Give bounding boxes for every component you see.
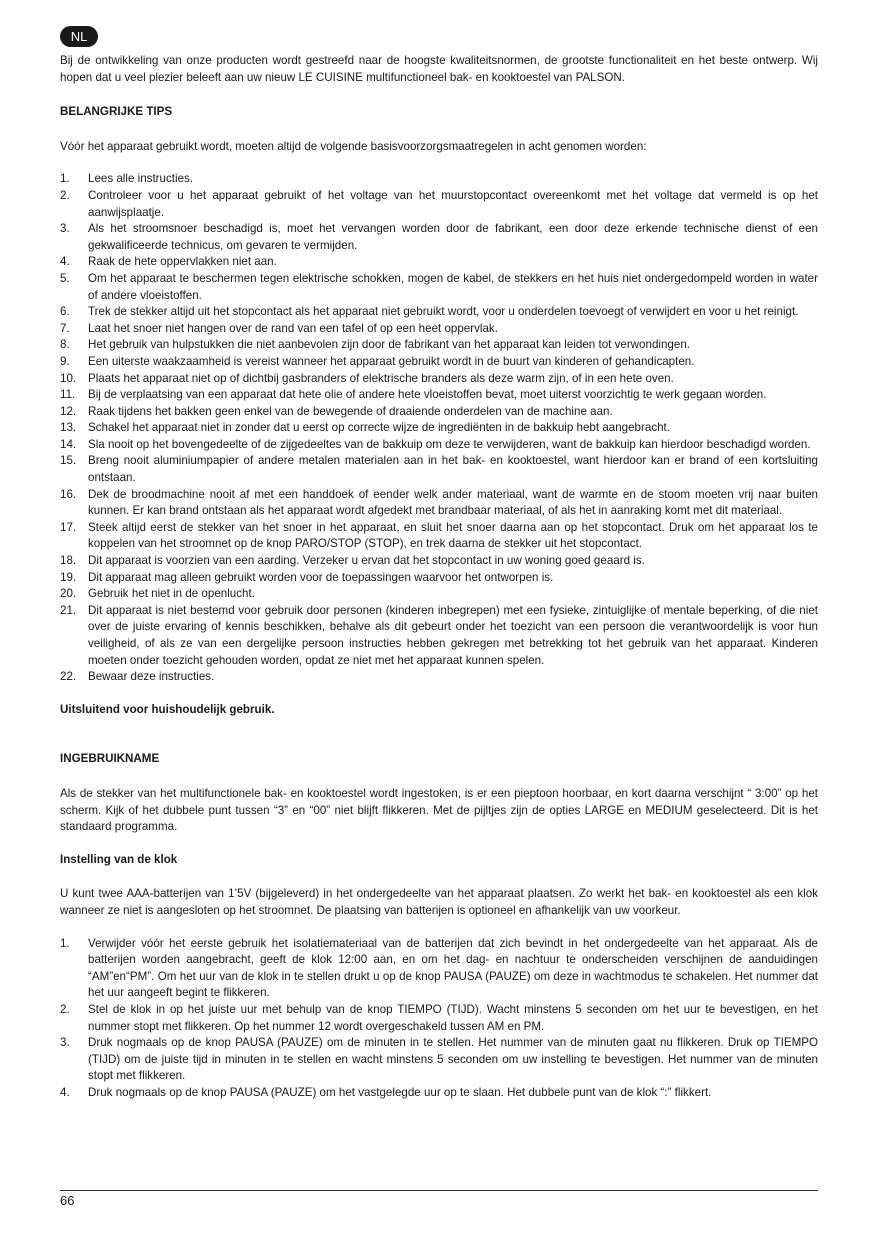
list-item-text: Verwijder vóór het eerste gebruik het isolatiemateriaal van de batterijen dat zich bevindt in het ondergedeelte van het apparaat. Als de batterijen worden aangebracht, geeft de klok 12:00 aan, en om het dag- en nachtuur te onderscheiden verschijnen de aanduidingen “AM”en“PM”. Om het uur van de klok in te stellen drukt u op de knop PAUSA (PAUZE) om deze in wachtmodus te schakelen. Het nummer dat het uur aangeeft begint te flikkeren. [88, 936, 818, 1000]
footer-rule [60, 1190, 818, 1191]
list-item [60, 254, 818, 271]
list-item-text: Het gebruik van hulpstukken die niet aanbevolen zijn door de fabrikant van het apparaat kan leiden tot verwondingen. [88, 338, 690, 352]
list-item [60, 487, 818, 520]
list-item [60, 586, 818, 603]
list-item-text: Laat het snoer niet hangen over de rand van een tafel of op een heet oppervlak. [88, 321, 498, 335]
list-item-text: Bewaar deze instructies. [88, 670, 215, 684]
start-heading: INGEBRUIKNAME [60, 752, 160, 766]
list-item-number: 17. [60, 520, 77, 534]
tips-list [60, 171, 818, 685]
clock-heading: Instelling van de klok [60, 852, 178, 866]
list-item-number: 3. [60, 1036, 70, 1050]
list-item-number: 11. [60, 388, 76, 402]
list-item-number: 12. [60, 404, 77, 418]
language-badge: NL [60, 26, 98, 47]
list-item [60, 1002, 818, 1035]
list-item-text: Raak tijdens het bakken geen enkel van de bewegende of draaiende onderdelen van de machine aan. [88, 404, 613, 418]
list-item-text: Dit apparaat is voorzien van een aarding. Verzeker u ervan dat het stopcontact in uw woning goed geaard is. [88, 554, 645, 568]
list-item [60, 437, 818, 454]
list-item-text: Steek altijd eerst de stekker van het snoer in het apparaat, en sluit het snoer daarna aan op het stopcontact. Druk om het apparaat los te koppelen van het stroomnet op de knop PARO/STOP (STOP), en trek daarna de stekker uit het stopcontact. [88, 520, 818, 551]
list-item-text: Gebruik het niet in de openlucht. [88, 587, 255, 601]
list-item [60, 570, 818, 587]
list-item [60, 404, 818, 421]
list-item [60, 553, 818, 570]
list-item-number: 19. [60, 570, 77, 584]
household-note: Uitsluitend voor huishoudelijk gebruik. [60, 702, 275, 716]
list-item-number: 13. [60, 421, 77, 435]
list-item [60, 669, 818, 686]
list-item-number: 4. [60, 255, 70, 269]
intro-paragraph: Bij de ontwikkeling van onze producten wordt gestreefd naar de hoogste kwaliteitsnormen, de grootste functionaliteit en het beste ontwerp. Wij hopen dat u veel plezier beleeft aan uw nieuw LE CUISINE multifunctioneel bak- en kooktoestel van PALSON. [60, 54, 818, 84]
list-item-number: 2. [60, 1002, 70, 1016]
clock-paragraph: U kunt twee AAA-batterijen van 1’5V (bijgeleverd) in het ondergedeelte van het apparaat plaatsen. Zo werkt het bak- en kooktoestel als een klok wanneer ze niet is aangesloten op het stroomnet. De plaatsing van batterijen is optioneel en afhankelijk van uw voorkeur. [60, 887, 818, 917]
list-item-number: 10. [60, 371, 77, 385]
list-item-text: Dek de broodmachine nooit af met een handdoek of eender welk ander materiaal, want de warmte en de stoom moeten vrij naar buiten kunnen. Er kan brand ontstaan als het apparaat wordt afgedekt met brandbaar materiaal, of als het in aanraking komt met dit materiaal. [88, 487, 818, 518]
clock-steps-list [60, 936, 818, 1102]
list-item [60, 171, 818, 188]
list-item-number: 7. [60, 321, 70, 335]
list-item-number: 6. [60, 305, 70, 319]
start-paragraph: Als de stekker van het multifunctionele bak- en kooktoestel wordt ingestoken, is er een pieptoon hoorbaar, en kort daarna verschijnt “ 3:00” op het scherm. Kijk of het dubbele punt tussen “3” en “00” niet blijft flikkeren. Met de pijltjes zijn de opties LARGE en MEDIUM geselecteerd. Dit is het standaard programma. [60, 786, 818, 834]
list-item-text: Breng nooit aluminiumpapier of andere metalen materialen aan in het bak- en kooktoestel, want hierdoor kan er brand of een kortsluiting ontstaan. [88, 454, 818, 485]
list-item [60, 221, 818, 254]
list-item-text: Sla nooit op het bovengedeelte of de zijgedeeltes van de bakkuip om deze te verwijderen, want de bakkuip kan hierdoor beschadigd worden. [88, 437, 811, 451]
tips-intro: Vóór het apparaat gebruikt wordt, moeten altijd de volgende basisvoorzorgsmaatregelen in acht genomen worden: [60, 139, 647, 153]
list-item-number: 15. [60, 454, 77, 468]
list-item-number: 9. [60, 354, 70, 368]
list-item-number: 1. [60, 172, 70, 186]
list-item-text: Schakel het apparaat niet in zonder dat u eerst op correcte wijze de ingrediënten in de bakkuip hebt aangebracht. [88, 421, 671, 435]
list-item-number: 18. [60, 554, 77, 568]
list-item-number: 21. [60, 603, 77, 617]
list-item-number: 5. [60, 271, 70, 285]
list-item-number: 2. [60, 188, 70, 202]
list-item-number: 14. [60, 437, 77, 451]
tips-heading: BELANGRIJKE TIPS [60, 105, 173, 119]
list-item [60, 371, 818, 388]
list-item-text: Druk nogmaals op de knop PAUSA (PAUZE) om het vastgelegde uur op te slaan. Het dubbele punt van de klok “:” flikkert. [88, 1085, 712, 1099]
list-item [60, 453, 818, 486]
page-number: 66 [60, 1193, 75, 1208]
list-item-text: Trek de stekker altijd uit het stopcontact als het apparaat niet gebruikt wordt, voor u onderdelen toevoegt of verwijdert en voor u het reinigt. [88, 305, 799, 319]
list-item-number: 8. [60, 338, 70, 352]
list-item [60, 1035, 818, 1085]
list-item [60, 337, 818, 354]
list-item-text: Lees alle instructies. [88, 172, 194, 186]
list-item-number: 20. [60, 587, 77, 601]
list-item [60, 321, 818, 338]
list-item-number: 3. [60, 222, 70, 236]
manual-page [60, 26, 818, 1101]
list-item-number: 22. [60, 670, 77, 684]
list-item-text: Een uiterste waakzaamheid is vereist wanneer het apparaat gebruikt wordt in de buurt van kinderen of gehandicapten. [88, 354, 695, 368]
list-item-text: Raak de hete oppervlakken niet aan. [88, 255, 277, 269]
list-item [60, 188, 818, 221]
list-item [60, 520, 818, 553]
list-item [60, 420, 818, 437]
list-item [60, 271, 818, 304]
list-item [60, 1085, 818, 1102]
list-item-text: Bij de verplaatsing van een apparaat dat hete olie of andere hete vloeistoffen bevat, moet uiterst voorzichtig te werk gegaan worden. [88, 388, 767, 402]
list-item-text: Controleer voor u het apparaat gebruikt of het voltage van het muurstopcontact overeenkomt met het voltage dat vermeld is op het aanwijsplaatje. [88, 188, 818, 219]
list-item-text: Stel de klok in op het juiste uur met behulp van de knop TIEMPO (TIJD). Wacht minstens 5 seconden om het uur te bevestigen, en het nummer stopt met flikkeren. Op het nummer 12 wordt overgeschakeld tussen AM en PM. [88, 1002, 818, 1033]
list-item [60, 304, 818, 321]
list-item-text: Druk nogmaals op de knop PAUSA (PAUZE) om de minuten in te stellen. Het nummer van de minuten gaat nu flikkeren. Druk op TIEMPO (TIJD) om de juiste tijd in minuten in te stellen en wacht minstens 5 seconden om uw instelling te bevestigen. Het nummer van de minuten stopt met flikkeren. [88, 1036, 818, 1083]
list-item-text: Als het stroomsnoer beschadigd is, moet het vervangen worden door de fabrikant, een door deze erkende technische dienst of een gekwalificeerde technicus, om gevaren te vermijden. [88, 222, 818, 252]
list-item-text: Dit apparaat mag alleen gebruikt worden voor de toepassingen waarvoor het ontworpen is. [88, 570, 554, 584]
list-item-text: Om het apparaat te beschermen tegen elektrische schokken, mogen de kabel, de stekkers en het huis niet ondergedompeld worden in water of andere vloeistoffen. [88, 271, 818, 302]
list-item-number: 4. [60, 1085, 70, 1099]
list-item-text: Dit apparaat is niet bestemd voor gebruik door personen (kinderen inbegrepen) met een fysieke, zintuiglijke of mentale beperking, of die niet over de juiste ervaring of kennis beschikken, behalve als dit gebeurt onder het toezicht van een persoon die verantwoordelijk is voor hun veiligheid, of als ze van een dergelijke persoon instructies hebben gekregen met betrekking tot het gebruik van het apparaat. Kinderen moeten onder toezicht gehouden worden, opdat ze niet met het apparaat kunnen spelen. [88, 603, 818, 667]
list-item [60, 354, 818, 371]
list-item-number: 16. [60, 487, 77, 501]
list-item [60, 936, 818, 1002]
list-item-text: Plaats het apparaat niet op of dichtbij gasbranders of elektrische branders als deze warm zijn, of in een hete oven. [88, 371, 674, 385]
list-item [60, 603, 818, 669]
list-item [60, 387, 818, 404]
list-item-number: 1. [60, 936, 70, 950]
